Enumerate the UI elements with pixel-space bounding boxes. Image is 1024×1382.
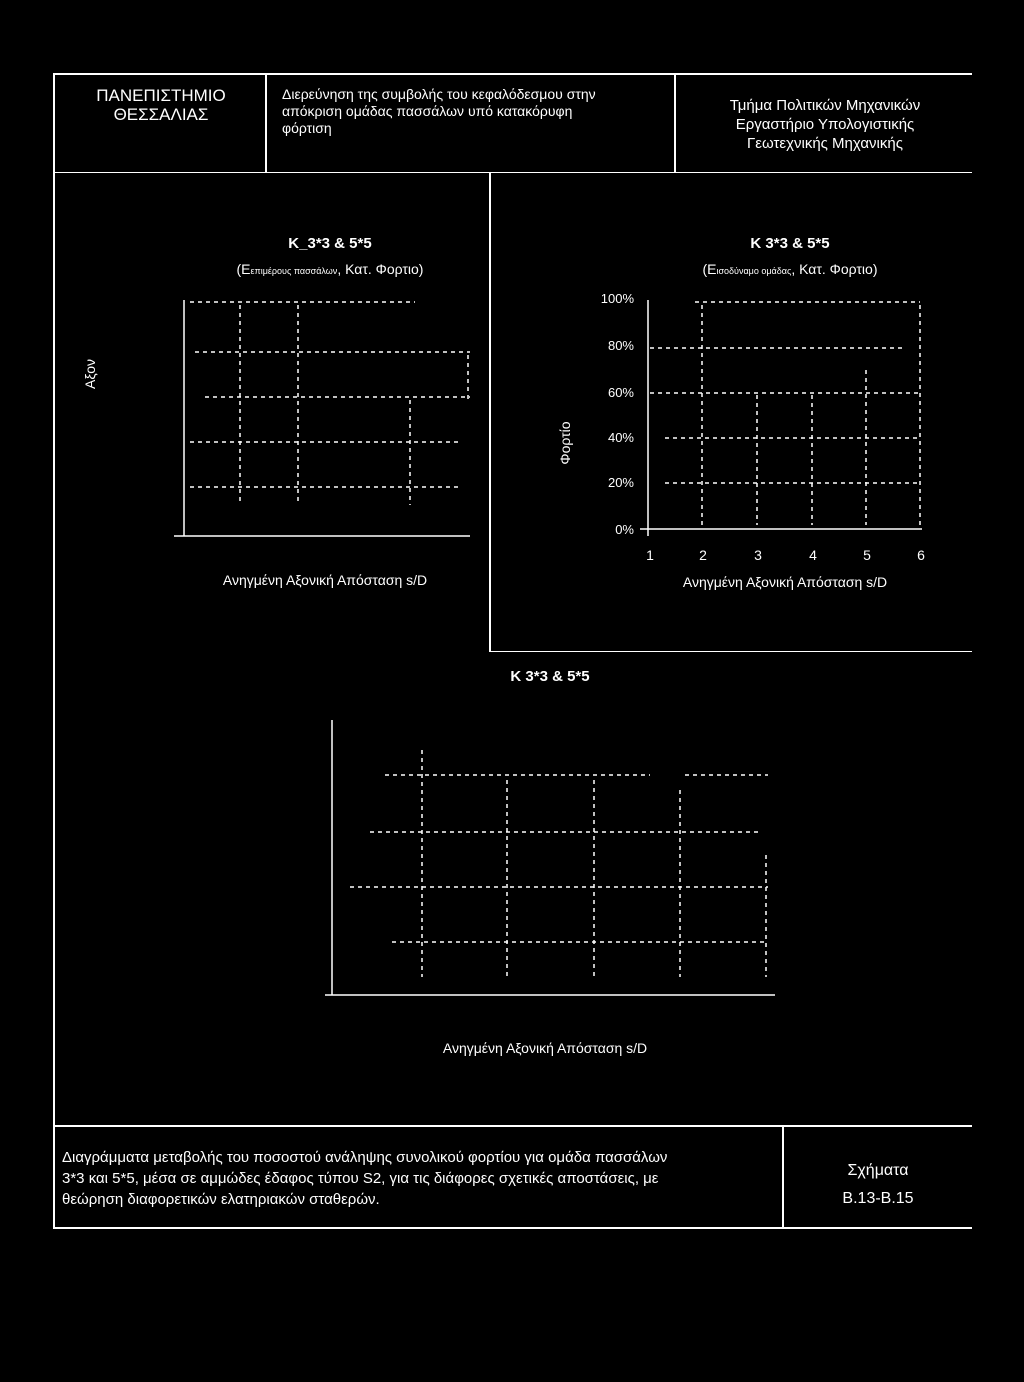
caption-line-2: 3*3 και 5*5, μέσα σε αμμώδες έδαφος τύπου S2, για τις διάφορες σχετικές αποστάσεις, με bbox=[62, 1170, 659, 1187]
caption-line-3: θεώρηση διαφορετικών ελατηριακών σταθερών. bbox=[62, 1191, 380, 1208]
chart2-subtitle-prefix: (E bbox=[702, 261, 717, 277]
chart1-plot bbox=[170, 290, 480, 540]
chart2-ytick-80: 80% bbox=[607, 338, 634, 353]
chart2-subtitle-sub: ισοδύναμο ομάδας bbox=[716, 266, 792, 276]
figure-caption bbox=[62, 1147, 777, 1210]
chart2-xlabel: Ανηγμένη Αξονική Απόσταση s/D bbox=[682, 574, 888, 590]
chart2-plot bbox=[640, 290, 930, 540]
chart3-xlabel: Ανηγμένη Αξονική Απόσταση s/D bbox=[442, 1040, 648, 1056]
chart2-ytick-0: 0% bbox=[615, 522, 634, 537]
chart2-subtitle-suffix: , Κατ. Φορτιο) bbox=[791, 261, 878, 277]
header-bottom-line bbox=[53, 172, 972, 173]
chart2-xtick-4: 4 bbox=[809, 547, 817, 563]
chart1-subtitle bbox=[180, 261, 480, 277]
thesis-title bbox=[282, 86, 672, 137]
chart2-ytick-40: 40% bbox=[607, 430, 634, 445]
chart2-ytick-100: 100% bbox=[600, 291, 634, 306]
chart2-ylabel: Φορτίο bbox=[557, 421, 573, 465]
header-divider-2 bbox=[674, 73, 676, 173]
department-line-1: Τμήμα Πολιτικών Μηχανικών bbox=[729, 97, 921, 114]
chart2-subtitle bbox=[640, 261, 940, 277]
chart2-xtick-5: 5 bbox=[863, 547, 871, 563]
chart2-ytick-20: 20% bbox=[607, 475, 634, 490]
institution-name bbox=[57, 86, 265, 124]
department-name bbox=[678, 96, 972, 153]
figure-label-numbers: B.13-B.15 bbox=[842, 1190, 914, 1207]
chart1-subtitle-prefix: (E bbox=[236, 261, 251, 277]
charts-bottom-line bbox=[489, 651, 972, 652]
header-divider-1 bbox=[265, 73, 267, 173]
chart1-subtitle-suffix: , Κατ. Φορτιο) bbox=[337, 261, 424, 277]
chart2-title: K 3*3 & 5*5 bbox=[750, 235, 830, 252]
chart3-plot bbox=[320, 715, 780, 1005]
caption-line-1: Διαγράμματα μεταβολής του ποσοστού ανάληψης συνολικού φορτίου για ομάδα πασσάλων bbox=[62, 1149, 668, 1166]
chart2-xtick-3: 3 bbox=[754, 547, 762, 563]
chart3-title: K 3*3 & 5*5 bbox=[510, 668, 590, 685]
chart1-ylabel: Αξον bbox=[82, 358, 98, 390]
department-line-2: Εργαστήριο Υπολογιστικής bbox=[735, 116, 915, 133]
chart1-subtitle-sub: επιμέρους πασσάλων bbox=[250, 266, 338, 276]
figure-label-title: Σχήματα bbox=[847, 1162, 909, 1179]
figure-label bbox=[784, 1157, 972, 1213]
frame-left-line bbox=[53, 73, 55, 1228]
caption-top-line bbox=[53, 1125, 972, 1127]
institution-line-2: ΘΕΣΣΑΛΙΑΣ bbox=[113, 105, 209, 124]
frame-top-line bbox=[53, 73, 972, 75]
chart1-title: K_3*3 & 5*5 bbox=[288, 235, 372, 252]
chart1-xlabel: Ανηγμένη Αξονική Απόσταση s/D bbox=[222, 572, 428, 588]
chart2-xtick-6: 6 bbox=[917, 547, 925, 563]
chart2-xtick-2: 2 bbox=[699, 547, 707, 563]
institution-line-1: ΠΑΝΕΠΙΣΤΗΜΙΟ bbox=[96, 86, 226, 105]
caption-bottom-line bbox=[53, 1227, 972, 1229]
thesis-line-1: Διερεύνηση της συμβολής του κεφαλόδεσμου στην bbox=[282, 86, 596, 102]
chart2-ytick-60: 60% bbox=[607, 385, 634, 400]
chart2-xtick-1: 1 bbox=[646, 547, 654, 563]
department-line-3: Γεωτεχνικής Μηχανικής bbox=[747, 135, 903, 152]
thesis-line-3: φόρτιση bbox=[282, 120, 332, 136]
thesis-line-2: απόκριση ομάδας πασσάλων υπό κατακόρυφη bbox=[282, 103, 573, 119]
